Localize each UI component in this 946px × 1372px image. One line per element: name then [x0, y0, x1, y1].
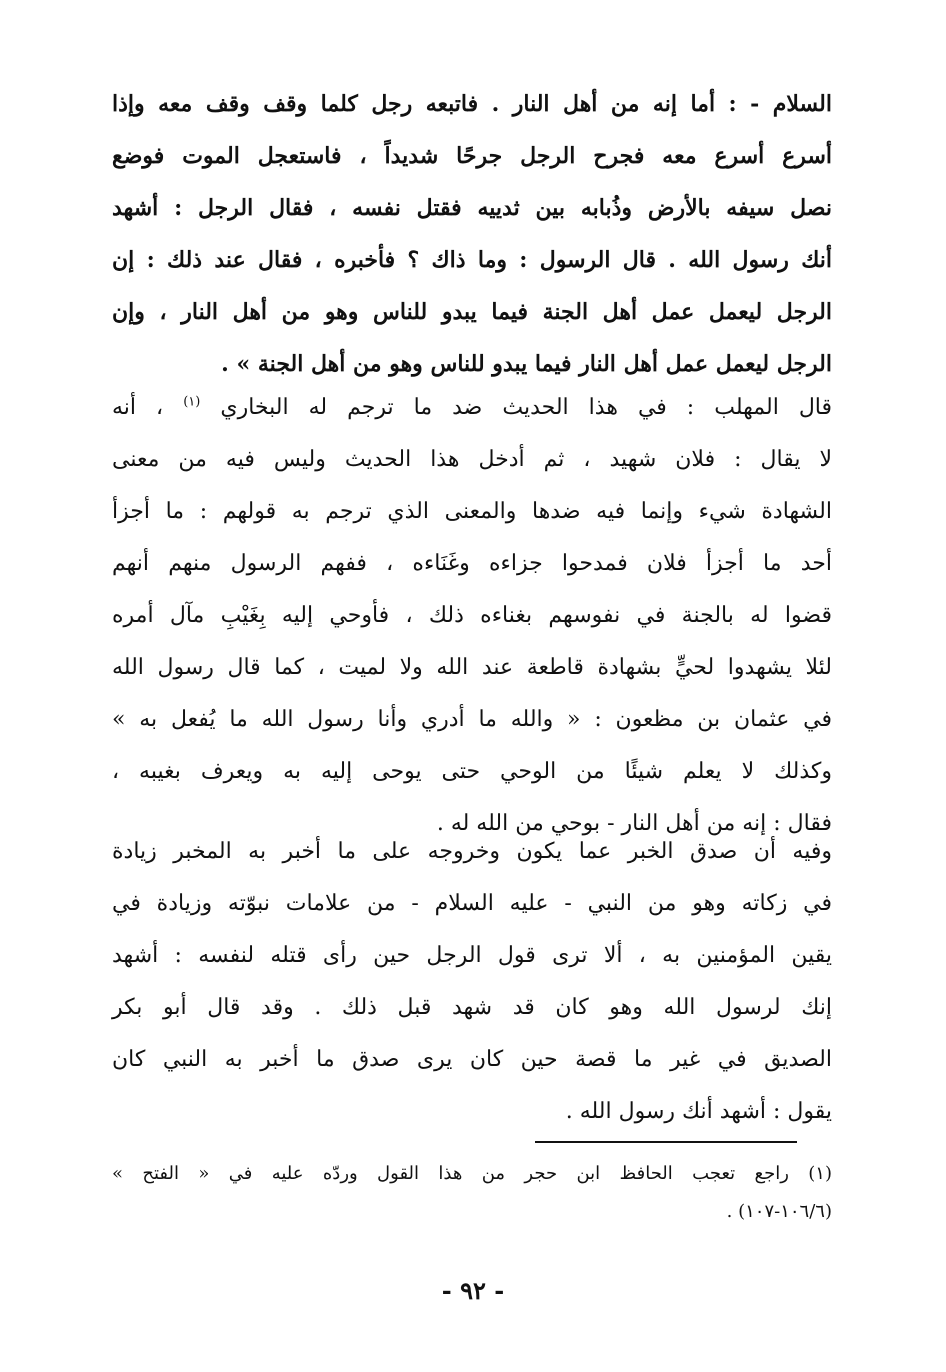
commentary-paragraph [112, 382, 832, 850]
footnote-separator [535, 1141, 797, 1143]
text-line: يقين المؤمنين به ، ألا ترى قول الرجل حين رأى قتله لنفسه : أشهد [112, 943, 832, 968]
text-line: لا يقال : فلان شهيد ، ثم أدخل هذا الحديث وليس فيه من معنى [112, 447, 832, 472]
text-line: في عثمان بن مظعون : « والله ما أدري وأنا رسول الله ما يُفعل به » [112, 707, 832, 732]
text-line: أنك رسول الله . قال الرسول : وما ذاك ؟ فأخبره ، فقال عند ذلك : إن [112, 247, 832, 273]
text-line: الرجل ليعمل عمل أهل النار فيما يبدو للناس وهو من أهل الجنة » . [221, 351, 832, 377]
text-line: السلام - : أما إنه من أهل النار . فاتبعه رجل كلما وقف وقف معه وإذا [112, 91, 832, 117]
text-line: في زكاته وهو من النبي - عليه السلام - من علامات نبوّته وزيادة في [112, 891, 832, 916]
text-line: الشهادة شيء وإنما فيه ضدها والمعنى الذي ترجم به قولهم : ما أجزأ [112, 499, 832, 524]
text-line: أحد ما أجزأ فلان فمدحوا جزاءه وغَنَاءه ، ففهم الرسول منهم أنهم [112, 551, 832, 576]
text-line: وكذلك لا يعلم شيئًا من الوحي حتى يوحى إليه به ويعرف بغيبه ، [112, 759, 832, 784]
footnote-line: (١٠٦/٦-١٠٧) . [726, 1201, 832, 1222]
hadith-paragraph [112, 78, 832, 390]
page-number: - ٩٢ - [441, 1276, 505, 1305]
text-line: وفيه أن صدق الخبر عما يكون وخروجه على ما أخبر به المخبر زيادة [112, 839, 832, 864]
footnotes [112, 1155, 832, 1231]
line-end: ، أنه [112, 395, 164, 420]
text-line: الصديق في غير ما قصة حين كان يرى صدق ما أخبر به النبي كان [112, 1047, 832, 1072]
text-line: قضوا له بالجنة في نفوسهم بغناءه ذلك ، فأوحي إليه بِغَيْبِ مآل أمره [112, 603, 832, 628]
text-line: يقول : أشهد أنك رسول الله . [565, 1099, 832, 1124]
text-line: إنك لرسول الله وهو كان قد شهد قبل ذلك . وقد قال أبو بكر [112, 995, 832, 1020]
text-line: فقال : إنه من أهل النار - بوحي من الله له . [436, 811, 832, 836]
text-line: لئلا يشهدوا لحيٍّ بشهادة قاطعة عند الله ولا لميت ، كما قال رسول الله [112, 655, 832, 680]
line-start: قال المهلب : في هذا الحديث ضد ما ترجم له البخاري [220, 395, 833, 420]
footnote-reference[interactable]: (١) [183, 394, 201, 410]
text-line-first [112, 382, 832, 434]
footnote-line: (١) راجع تعجب الحافظ ابن حجر من هذا القول وردّه عليه في « الفتح » [112, 1163, 832, 1184]
explanation-paragraph [112, 826, 832, 1138]
text-line: نصل سيفه بالأرض وذُبابه بين ثدييه فقتل نفسه ، فقال الرجل : أشهد [112, 195, 832, 221]
text-line: أسرع أسرع معه فجرح الرجل جرحًا شديداً ، فاستعجل الموت فوضع [112, 143, 832, 169]
text-line: الرجل ليعمل عمل أهل الجنة فيما يبدو للناس وهو من أهل النار ، وإن [112, 299, 832, 325]
